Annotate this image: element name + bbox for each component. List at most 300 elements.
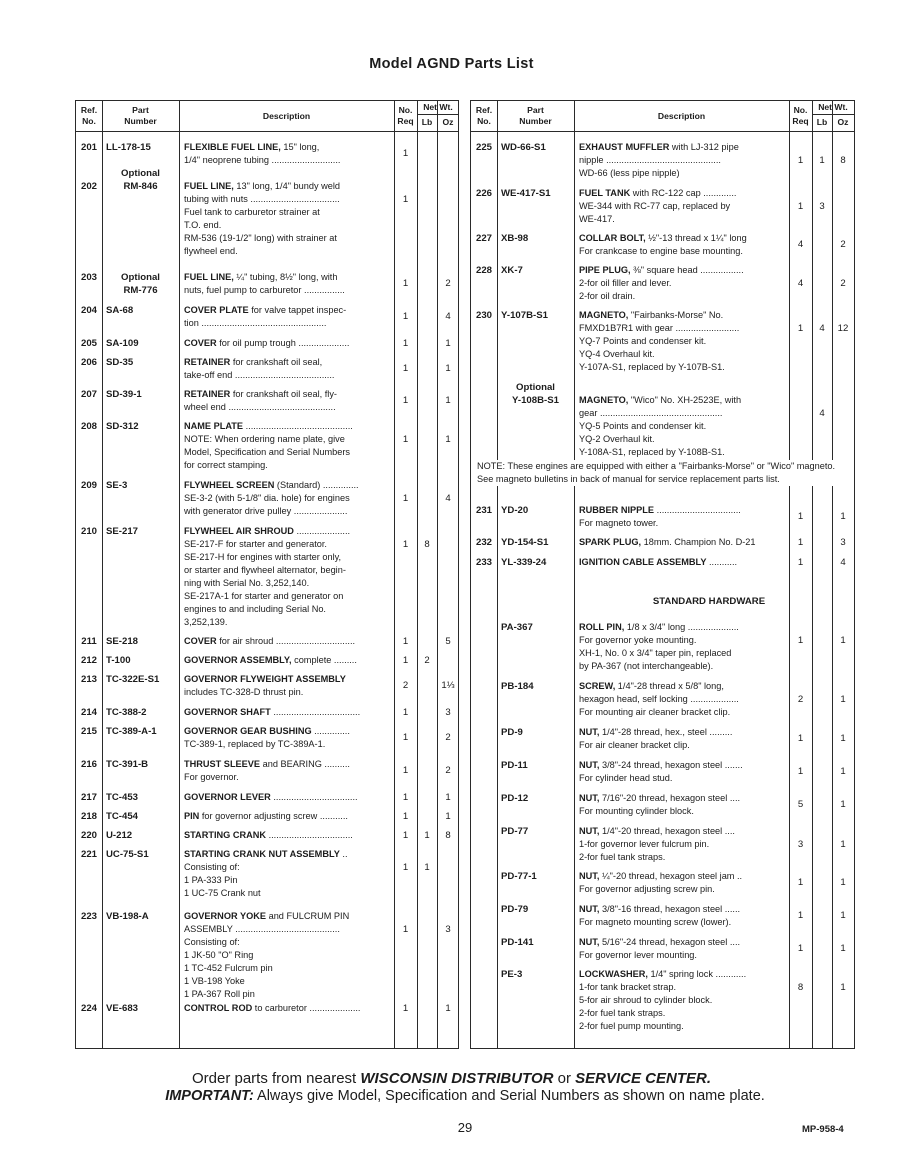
part-description	[579, 936, 787, 962]
quantity-required: 4	[797, 278, 804, 289]
header-qty: No. Req	[397, 105, 414, 126]
part-description	[184, 635, 392, 648]
part-detail: 3/8"-24 thread, hexagon steel ....... For cylinder head stud.	[579, 760, 743, 783]
part-number: Optional RM-776	[121, 272, 160, 296]
ref-number: 226	[475, 188, 492, 199]
quantity-required: 1	[797, 323, 804, 334]
weight-oz: 1	[445, 1003, 451, 1014]
ref-number: 218	[80, 811, 97, 822]
part-number: PD-77-1	[501, 871, 537, 882]
ref-number: 203	[80, 272, 97, 283]
header-ref: Ref. No.	[475, 105, 493, 126]
part-description	[184, 673, 392, 699]
part-name: GOVERNOR YOKE	[184, 911, 267, 921]
part-name: GOVERNOR SHAFT	[184, 707, 271, 717]
quantity-required: 1	[402, 395, 409, 406]
part-detail: "Wico" No. XH-2523E, with gear ................................................ YQ-5 Points and condenser kit. YQ-2 Overhaul kit. Y-108A-S1, replaced by Y-108B-S1.	[579, 395, 742, 457]
part-number: Optional RM-846	[121, 168, 160, 192]
part-name: FUEL LINE,	[184, 181, 234, 191]
part-name: COVER PLATE	[184, 305, 249, 315]
weight-oz: 3	[445, 707, 451, 718]
part-name: COVER	[184, 338, 217, 348]
quantity-required: 1	[402, 278, 409, 289]
part-name: PIN	[184, 811, 200, 821]
weight-oz: 4	[445, 493, 451, 504]
weight-lb: 2	[424, 655, 430, 666]
or-text: or	[553, 1070, 576, 1087]
weight-oz: 1	[445, 395, 451, 406]
parts-table-left	[75, 100, 459, 1049]
weight-oz: 8	[445, 830, 451, 841]
part-number: SD-35	[106, 357, 134, 368]
part-detail: .............. TC-389-1, replaced by TC-389A-1.	[184, 726, 350, 749]
part-number: TC-389-A-1	[106, 726, 157, 737]
part-number: T-100	[106, 655, 131, 666]
part-name: NUT,	[579, 871, 600, 881]
part-detail: "Fairbanks-Morse" No. FMXD1B7R1 with gear ......................... YQ-7 Points and condenser kit. YQ-4 Overhaul kit. Y-107A-S1, replaced by Y-107B-S1.	[579, 310, 740, 372]
ref-number: 215	[80, 726, 97, 737]
part-detail: complete .........	[291, 655, 357, 665]
part-number: XB-98	[501, 233, 529, 244]
ref-number: 223	[80, 911, 97, 922]
quantity-required: 1	[402, 830, 409, 841]
part-description	[579, 968, 787, 1033]
part-name: ROLL PIN,	[579, 622, 625, 632]
part-detail: 1/4"-20 thread, hexagon steel .... 1-for governor lever fulcrum pin. 2-for fuel tank straps.	[579, 826, 735, 862]
quantity-required: 1	[402, 636, 409, 647]
part-detail: 18mm. Champion No. D-21	[641, 537, 756, 547]
part-name: MAGNETO,	[579, 310, 629, 320]
part-detail: for crankshaft oil seal, fly- wheel end ..........................................	[184, 389, 337, 412]
header-part: Part Number	[124, 105, 157, 126]
quantity-required: 1	[402, 707, 409, 718]
order-instructions	[0, 1070, 903, 1087]
part-detail: .......................................... NOTE: When ordering name plate, give Model, Specification and Serial Numbers for correct stamping.	[184, 421, 353, 470]
ref-number: 221	[80, 849, 97, 860]
part-description	[579, 504, 787, 530]
part-name: EXHAUST MUFFLER	[579, 142, 670, 152]
part-name: COLLAR BOLT,	[579, 233, 646, 243]
order-text: Order parts from nearest	[191, 1070, 361, 1087]
part-name: LOCKWASHER,	[579, 969, 648, 979]
quantity-required: 1	[402, 1003, 409, 1014]
part-detail: ..................................	[270, 707, 361, 717]
part-number: TC-453	[106, 792, 138, 803]
weight-oz: 1	[445, 338, 451, 349]
part-name: FUEL TANK	[579, 188, 631, 198]
part-number: XK-7	[501, 265, 523, 276]
ref-number: 207	[80, 389, 97, 400]
part-detail: and FULCRUM PIN ASSEMBLY ......................................... Consisting of: 1 JK-50 "O" Ring 1 TC-452 Fulcrum pin 1 VB-198 Yoke 1 PA-367 Roll pin	[184, 911, 350, 999]
part-detail: 7/16"-20 thread, hexagon steel .... For mounting cylinder block.	[579, 793, 741, 816]
part-detail: ¼" tubing, 8½" long, with nuts, fuel pump to carburetor ................	[184, 272, 345, 295]
part-number: Optional Y-108B-S1	[512, 382, 559, 406]
ref-number: 224	[80, 1003, 97, 1014]
part-name: GOVERNOR LEVER	[184, 792, 271, 802]
part-number: TC-322E-S1	[106, 674, 160, 685]
quantity-required: 1	[402, 311, 409, 322]
weight-oz: 1	[840, 839, 846, 850]
part-detail: 1/4"-28 thread, hex., steel ......... For air cleaner bracket clip.	[579, 727, 733, 750]
quantity-required: 1	[402, 539, 409, 550]
magneto-note: NOTE: These engines are equipped with either a "Fairbanks-Morse" or "Wico" magneto. See magneto bulletins in back of manual for service replacement parts list.	[477, 460, 847, 486]
part-name: CONTROL ROD	[184, 1003, 253, 1013]
header-part: Part Number	[519, 105, 552, 126]
weight-oz: 2	[840, 278, 846, 289]
weight-oz: 2	[445, 765, 451, 776]
part-description	[579, 680, 787, 719]
page-number: 29	[457, 1120, 473, 1135]
ref-number: 227	[475, 233, 492, 244]
ref-number: 231	[475, 505, 492, 516]
quantity-required: 1	[402, 862, 409, 873]
quantity-required: 1	[402, 765, 409, 776]
part-detail: for valve tappet inspec- tion .................................................	[184, 305, 347, 328]
part-description	[184, 304, 392, 330]
quantity-required: 1	[402, 194, 409, 205]
part-description	[579, 394, 787, 459]
part-detail: and BEARING .......... For governor.	[184, 759, 350, 782]
quantity-required: 1	[797, 201, 804, 212]
part-number: YL-339-24	[501, 557, 547, 568]
part-detail: ½"-13 thread x 1¼" long For crankcase to engine base mounting.	[579, 233, 747, 256]
part-name: GOVERNOR GEAR BUSHING	[184, 726, 312, 736]
ref-number: 206	[80, 357, 97, 368]
ref-number: 212	[80, 655, 97, 666]
part-detail: with RC-122 cap ............. WE-344 with RC-77 cap, replaced by WE-417.	[579, 188, 737, 224]
part-description	[184, 337, 392, 350]
ref-number: 208	[80, 421, 97, 432]
ref-number: 210	[80, 526, 97, 537]
weight-oz: 1	[840, 799, 846, 810]
weight-oz: 1	[445, 792, 451, 803]
parts-table-right	[470, 100, 855, 1049]
weight-lb: 1	[424, 830, 430, 841]
part-description	[184, 791, 392, 804]
part-name: NUT,	[579, 760, 600, 770]
quantity-required: 1	[402, 924, 409, 935]
part-name: FLYWHEEL AIR SHROUD	[184, 526, 294, 536]
part-number: PD-141	[501, 937, 534, 948]
weight-lb: 1	[424, 862, 430, 873]
part-name: IGNITION CABLE ASSEMBLY	[579, 557, 707, 567]
ref-number: 214	[80, 707, 97, 718]
weight-oz: 2	[840, 239, 846, 250]
part-description	[579, 264, 787, 303]
quantity-required: 1	[797, 733, 804, 744]
part-name: FLYWHEEL SCREEN	[184, 480, 275, 490]
part-detail: ................................. For magneto tower.	[579, 505, 741, 528]
part-description	[579, 870, 787, 896]
weight-lb: 1	[819, 155, 825, 166]
quantity-required: 1	[797, 155, 804, 166]
ref-number: 232	[475, 537, 492, 548]
part-description	[579, 309, 787, 374]
part-number: SE-3	[106, 480, 128, 491]
part-detail: for crankshaft oil seal, take-off end .......................................	[184, 357, 335, 380]
important-text: Always give Model, Specification and Serial Numbers as shown on name plate.	[253, 1088, 765, 1104]
distributor-text: WISCONSIN DISTRIBUTOR	[360, 1070, 554, 1087]
part-detail: includes TC-328-D thrust pin.	[184, 687, 304, 697]
part-name: NUT,	[579, 937, 600, 947]
part-number: TC-454	[106, 811, 138, 822]
header-lb: Lb	[421, 117, 433, 127]
part-description	[184, 758, 392, 784]
part-name: SPARK PLUG,	[579, 537, 642, 547]
header-description: Description	[262, 111, 311, 121]
part-description	[184, 1002, 392, 1015]
weight-oz: 1⅓	[441, 680, 455, 691]
part-detail: .................................	[266, 830, 353, 840]
service-center-text: SERVICE CENTER.	[575, 1070, 711, 1087]
part-name: GOVERNOR FLYWEIGHT ASSEMBLY	[184, 674, 346, 684]
quantity-required: 1	[797, 537, 804, 548]
part-number: PD-9	[501, 727, 523, 738]
quantity-required: 1	[797, 877, 804, 888]
part-detail: ..................... SE-217-F for starter and generator. SE-217-H for engines with starter only, or starter and flywheel alternator, begin- ning with Serial No. 3,252,140. SE-217A-1 for starter and generator on engines to and including Serial No. 3,252,139.	[184, 526, 351, 627]
part-number: UC-75-S1	[106, 849, 149, 860]
part-number: YD-20	[501, 505, 529, 516]
part-number: SA-109	[106, 338, 139, 349]
ref-number: 211	[81, 636, 97, 647]
ref-number: 216	[80, 759, 97, 770]
quantity-required: 1	[402, 338, 409, 349]
part-description	[579, 903, 787, 929]
part-name: FUEL LINE,	[184, 272, 234, 282]
header-oz: Oz	[442, 117, 454, 127]
ref-number: 209	[80, 480, 97, 491]
part-detail: .................................	[270, 792, 358, 802]
part-name: GOVERNOR ASSEMBLY,	[184, 655, 292, 665]
part-number: WE-417-S1	[501, 188, 551, 199]
part-name: RETAINER	[184, 357, 231, 367]
part-description	[184, 271, 392, 297]
weight-oz: 3	[840, 537, 846, 548]
quantity-required: 2	[402, 680, 409, 691]
part-name: THRUST SLEEVE	[184, 759, 261, 769]
ref-number: 213	[80, 674, 97, 685]
weight-oz: 1	[840, 511, 846, 522]
part-name: MAGNETO,	[579, 395, 629, 405]
part-name: COVER	[184, 636, 217, 646]
weight-oz: 1	[840, 766, 846, 777]
part-detail: 15" long, 1/4" neoprene tubing ...........................	[184, 142, 341, 165]
part-description	[579, 232, 787, 258]
document-number: MP-958-4	[802, 1124, 844, 1135]
part-number: U-212	[106, 830, 133, 841]
part-number: SD-39-1	[106, 389, 142, 400]
part-description	[579, 759, 787, 785]
quantity-required: 1	[402, 811, 409, 822]
weight-oz: 1	[840, 694, 846, 705]
part-number: PB-184	[501, 681, 534, 692]
part-detail: 5/16"-24 thread, hexagon steel .... For governor lever mounting.	[579, 937, 741, 960]
part-description	[184, 388, 392, 414]
weight-oz: 1	[445, 434, 451, 445]
quantity-required: 1	[402, 493, 409, 504]
weight-lb: 8	[424, 539, 430, 550]
part-name: NUT,	[579, 727, 600, 737]
part-description	[579, 187, 787, 226]
part-number: Y-107B-S1	[501, 310, 548, 321]
part-detail: for air shroud ...............................	[216, 636, 356, 646]
part-detail: 13" long, 1/4" bundy weld tubing with nuts ................................... Fuel tank to carburetor strainer at T.O. end. RM-536 (19-1/2" long) with strainer at flywheel end.	[184, 181, 340, 256]
weight-oz: 1	[840, 635, 846, 646]
part-detail: to carburetor ....................	[252, 1003, 361, 1013]
ref-number: 228	[475, 265, 492, 276]
part-number: TC-388-2	[106, 707, 147, 718]
header-ref: Ref. No.	[80, 105, 98, 126]
weight-lb: 4	[819, 323, 825, 334]
part-description	[184, 654, 392, 667]
part-description	[579, 536, 787, 549]
part-detail: ...........	[706, 557, 738, 567]
ref-number: 201	[80, 142, 97, 153]
part-detail: 1/4" spring lock ............ 1-for tank bracket strap. 5-for air shroud to cylinder block. 2-for fuel tank straps. 2-for fuel pump mounting.	[579, 969, 747, 1031]
weight-oz: 1	[840, 982, 846, 993]
header-lb: Lb	[816, 117, 828, 127]
part-number: PA-367	[501, 622, 533, 633]
part-description	[579, 792, 787, 818]
part-detail: with LJ-312 pipe nipple ............................................. WD-66 (less pipe nipple)	[579, 142, 739, 178]
part-number: WD-66-S1	[501, 142, 546, 153]
part-number: VE-683	[106, 1003, 138, 1014]
part-number: SE-218	[106, 636, 138, 647]
ref-number: 233	[475, 557, 492, 568]
part-number: SD-312	[106, 421, 139, 432]
part-description	[579, 825, 787, 864]
part-name: PIPE PLUG,	[579, 265, 631, 275]
weight-oz: 1	[840, 877, 846, 888]
weight-oz: 12	[837, 323, 849, 334]
quantity-required: 1	[402, 655, 409, 666]
part-name: STARTING CRANK	[184, 830, 267, 840]
weight-oz: 1	[840, 733, 846, 744]
part-detail: ¼"-20 thread, hexagon steel jam .. For governor adjusting screw pin.	[579, 871, 743, 894]
part-name: NUT,	[579, 793, 600, 803]
quantity-required: 1	[797, 635, 804, 646]
weight-oz: 3	[445, 924, 451, 935]
part-description	[184, 479, 392, 518]
ref-number: 204	[80, 305, 97, 316]
part-description	[184, 525, 392, 629]
part-number: LL-178-15	[106, 142, 151, 153]
ref-number: 230	[475, 310, 492, 321]
quantity-required: 8	[797, 982, 804, 993]
header-oz: Oz	[837, 117, 849, 127]
quantity-required: 1	[402, 792, 409, 803]
part-description	[184, 810, 392, 823]
weight-lb: 4	[819, 408, 825, 419]
part-description	[184, 420, 392, 472]
part-description	[579, 556, 787, 569]
part-description	[184, 910, 392, 1001]
header-net-wt: Net Wt.	[818, 102, 848, 112]
part-number: PD-11	[501, 760, 528, 771]
important-note	[0, 1088, 903, 1104]
ref-number: 217	[80, 792, 97, 803]
part-description	[184, 725, 392, 751]
part-detail: 3/8"-16 thread, hexagon steel ...... For magneto mounting screw (lower).	[579, 904, 741, 927]
quantity-required: 5	[797, 799, 804, 810]
quantity-required: 1	[402, 148, 409, 159]
part-number: SE-217	[106, 526, 138, 537]
quantity-required: 1	[797, 910, 804, 921]
header-net-wt: Net Wt.	[423, 102, 453, 112]
weight-oz: 2	[445, 278, 451, 289]
part-description	[184, 141, 392, 167]
part-detail: for oil pump trough ....................	[216, 338, 350, 348]
quantity-required: 1	[797, 943, 804, 954]
part-description	[579, 726, 787, 752]
part-number: PD-77	[501, 826, 529, 837]
part-detail: ⅜" square head ................. 2-for oil filler and lever. 2-for oil drain.	[579, 265, 744, 301]
part-number: PD-79	[501, 904, 529, 915]
part-description	[184, 706, 392, 719]
part-description	[184, 356, 392, 382]
page-title: Model AGND Parts List	[369, 56, 534, 72]
ref-number: 202	[80, 181, 97, 192]
part-description	[579, 621, 787, 673]
part-description	[579, 141, 787, 180]
part-description	[184, 848, 392, 900]
part-number: PD-12	[501, 793, 529, 804]
part-detail: 1/4"-28 thread x 5/8" long, hexagon head, self locking ................... For mounting air cleaner bracket clip.	[579, 681, 739, 717]
part-name: FLEXIBLE FUEL LINE,	[184, 142, 281, 152]
weight-oz: 1	[445, 811, 451, 822]
quantity-required: 1	[797, 511, 804, 522]
quantity-required: 3	[797, 839, 804, 850]
part-name: NAME PLATE	[184, 421, 244, 431]
part-name: RETAINER	[184, 389, 231, 399]
weight-lb: 3	[819, 201, 825, 212]
quantity-required: 4	[797, 239, 804, 250]
part-name: STARTING CRANK NUT ASSEMBLY	[184, 849, 340, 859]
part-detail: for governor adjusting screw ...........	[199, 811, 348, 821]
quantity-required: 1	[797, 766, 804, 777]
part-number: YD-154-S1	[501, 537, 549, 548]
standard-hardware-heading: STANDARD HARDWARE	[652, 596, 766, 607]
weight-oz: 4	[840, 557, 846, 568]
quantity-required: 1	[797, 557, 804, 568]
important-label: IMPORTANT:	[165, 1088, 254, 1104]
part-detail: (Standard) .............. SE-3-2 (with 5-1/8" dia. hole) for engines with generator drive pulley .....................	[184, 480, 359, 516]
weight-oz: 4	[445, 311, 451, 322]
quantity-required: 1	[402, 363, 409, 374]
ref-number: 205	[80, 338, 97, 349]
part-number: TC-391-B	[106, 759, 149, 770]
part-name: RUBBER NIPPLE	[579, 505, 655, 515]
quantity-required: 2	[797, 694, 804, 705]
quantity-required: 1	[402, 732, 409, 743]
ref-number: 220	[80, 830, 97, 841]
part-number: VB-198-A	[106, 911, 149, 922]
part-name: SCREW,	[579, 681, 616, 691]
weight-oz: 1	[840, 910, 846, 921]
part-detail: 1/8 x 3/4" long .................... For governor yoke mounting. XH-1, No. 0 x 3/4" taper pin, replaced by PA-367 (not interchangeable).	[579, 622, 739, 671]
part-number: PE-3	[501, 969, 523, 980]
weight-oz: 2	[445, 732, 451, 743]
part-description	[184, 829, 392, 842]
part-detail: .. Consisting of: 1 PA-333 Pin 1 UC-75 Crank nut	[184, 849, 348, 898]
weight-oz: 5	[445, 636, 451, 647]
header-qty: No. Req	[792, 105, 809, 126]
ref-number: 225	[475, 142, 492, 153]
weight-oz: 8	[840, 155, 846, 166]
part-name: NUT,	[579, 826, 600, 836]
part-description	[184, 180, 392, 258]
weight-oz: 1	[445, 363, 451, 374]
